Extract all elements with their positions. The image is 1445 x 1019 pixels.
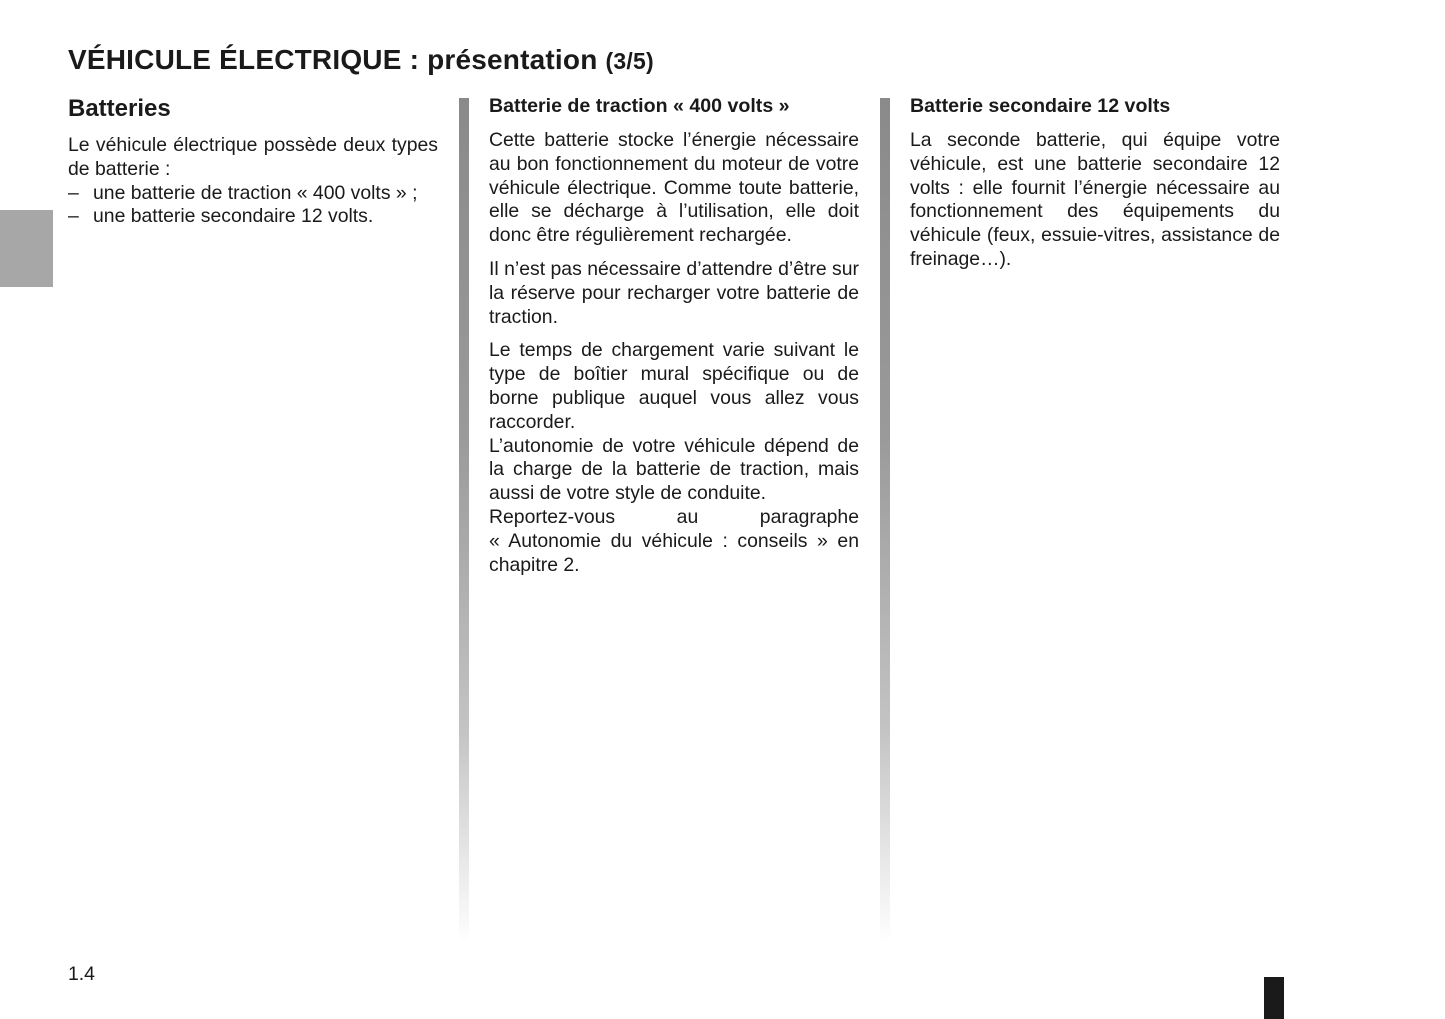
traction-paragraph-storage: Cette batterie stocke l’énergie nécessaire au bon fonctionnement du moteur de votre véhicule électrique. Comme toute batterie, elle se décharge à l’utilisation, elle doit donc être régulièrement rechargée.: [489, 129, 859, 247]
traction-battery-heading: Batterie de traction « 400 volts »: [489, 95, 790, 117]
page-number: 1.4: [68, 963, 95, 985]
list-item-text: une batterie de traction « 400 volts » ;: [93, 181, 418, 204]
reference-text: « Autonomie du véhicule : conseils » en chapitre 2.: [489, 529, 859, 576]
dash-bullet: –: [68, 205, 79, 228]
traction-battery-column: [489, 94, 859, 577]
batteries-intro: Le véhicule électrique possède deux types de batterie :: [68, 134, 438, 180]
secondary-paragraph: La seconde batterie, qui équipe votre véhicule, est une batterie secondaire 12 volts : elle fournit l’énergie nécessaire au fonctionnement des équipements du véhicule (feux, essuie-vitres, assistance de freinage…).: [910, 129, 1280, 270]
traction-paragraph-charge-time: Le temps de chargement varie suivant le type de boîtier mural spécifique ou de borne publique auquel vous allez vous raccorder.: [489, 339, 859, 433]
batteries-heading: Batteries: [68, 95, 171, 122]
secondary-battery-heading: Batterie secondaire 12 volts: [910, 95, 1171, 117]
list-item: [68, 205, 438, 229]
page-part-indicator: (3/5): [605, 48, 654, 74]
battery-types-list: [68, 182, 438, 230]
list-item: [68, 182, 438, 206]
dash-bullet: –: [68, 181, 79, 204]
reference-line: Reportez-vous au paragraphe: [489, 505, 859, 528]
column-divider-left: [459, 98, 469, 943]
column-divider-right: [880, 98, 890, 943]
list-item-text: une batterie secondaire 12 volts.: [93, 205, 374, 228]
traction-paragraph-reserve: Il n’est pas nécessaire d’attendre d’être sur la réserve pour recharger votre batterie de traction.: [489, 257, 859, 328]
secondary-battery-column: [910, 94, 1280, 282]
batteries-column: [68, 94, 438, 229]
traction-paragraph-reference: [489, 506, 859, 577]
page-title-text: VÉHICULE ÉLECTRIQUE : présentation: [68, 44, 598, 75]
corner-mark: [1264, 977, 1284, 1019]
chapter-tab: [0, 210, 53, 287]
traction-paragraph-autonomy: L’autonomie de votre véhicule dépend de la charge de la batterie de traction, mais aussi de votre style de conduite.: [489, 434, 859, 505]
page-title: [68, 44, 654, 76]
